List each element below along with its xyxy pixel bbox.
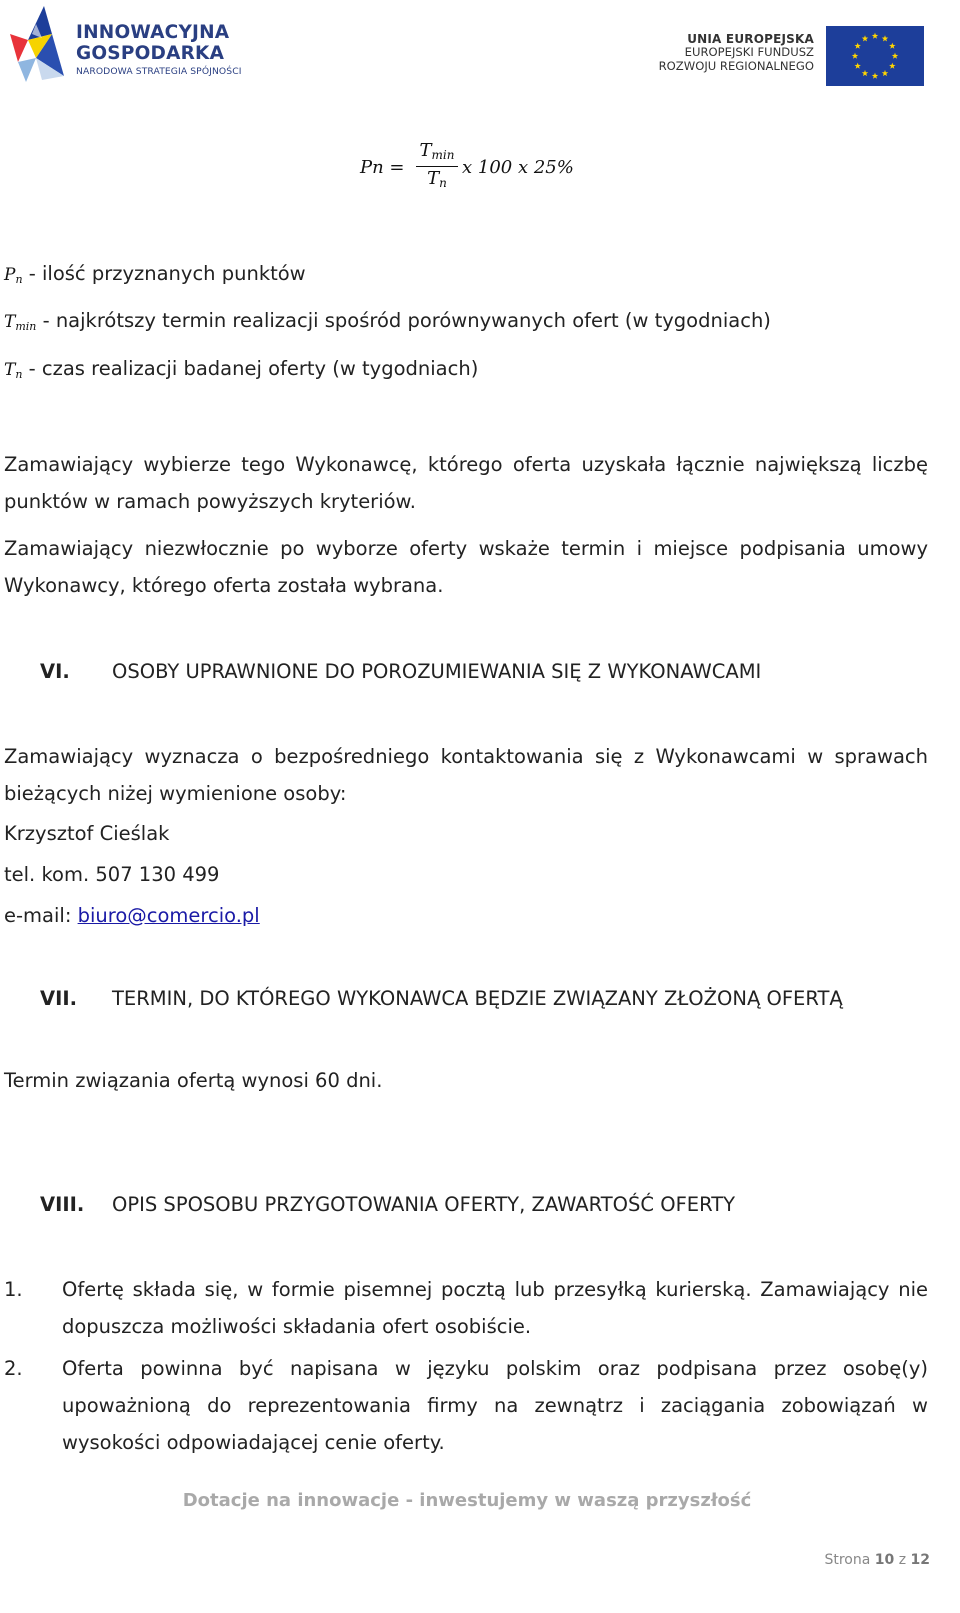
section-vi-heading <box>40 660 761 683</box>
section-vi-body: Zamawiający wyznacza o bezpośredniego kontaktowania się z Wykonawcami w sprawach bieżących niżej wymienione osoby: <box>4 745 928 805</box>
eu-flag-icon <box>826 26 924 86</box>
ue-line-3: ROZWOJU REGIONALNEGO <box>658 58 814 73</box>
logo-line-1: INNOWACYJNA <box>76 22 230 43</box>
list-item-number: 2. <box>4 1357 23 1380</box>
formula-numerator: $T_{min}$ <box>419 140 455 162</box>
formula-lhs: Pn = <box>360 157 405 178</box>
footer-slogan: Dotacje na innowacje - inwestujemy w waszą przyszłość <box>182 1490 752 1511</box>
section-title: OSOBY UPRAWNIONE DO POROZUMIEWANIA SIĘ Z WYKONAWCAMI <box>112 660 762 683</box>
logo-line-3: NARODOWA STRATEGIA SPÓJNOŚCI <box>76 66 242 77</box>
unia-europejska-logo <box>624 24 924 86</box>
list-item-text: Oferta powinna być napisana w języku polskim oraz podpisana przez osobę(y) upoważnioną do reprezentowania firmy na zewnątrz i zaciągania zobowiązań w wysokości odpowiadającej cenie oferty. <box>62 1357 928 1454</box>
paragraph-signing: Zamawiający niezwłocznie po wyborze oferty wskaże termin i miejsce podpisania umowy Wykonawcy, którego oferta została wybrana. <box>4 537 928 597</box>
list-item <box>4 1271 928 1345</box>
list-item-number: 1. <box>4 1278 23 1301</box>
definition-tn: $T_n$ - czas realizacji badanej oferty (w tygodniach) <box>4 357 479 381</box>
list-item-text: Ofertę składa się, w formie pisemnej pocztą lub przesyłką kurierską. Zamawiający nie dopuszcza możliwości składania ofert osobiście. <box>62 1278 928 1338</box>
ue-line-1: UNIA EUROPEJSKA <box>687 32 814 46</box>
paragraph-selection: Zamawiający wybierze tego Wykonawcę, którego oferta uzyskała łącznie największą liczbę punktów w ramach powyższych kryteriów. <box>4 453 928 513</box>
formula-fraction <box>416 140 458 190</box>
unia-europejska-text <box>659 32 814 74</box>
section-number: VI. <box>40 660 70 683</box>
ue-line-2: EUROPEJSKI FUNDUSZ <box>684 45 814 60</box>
innowacyjna-gospodarka-logo <box>6 4 246 84</box>
section-title: OPIS SPOSOBU PRZYGOTOWANIA OFERTY, ZAWARTOŚĆ OFERTY <box>112 1193 736 1216</box>
contact-name: Krzysztof Cieślak <box>4 822 170 845</box>
section-vii-body: Termin związania ofertą wynosi 60 dni. <box>4 1069 383 1092</box>
definition-tmin: $T_{min}$ - najkrótszy termin realizacji spośród porównywanych ofert (w tygodniach) <box>4 309 771 333</box>
formula-rhs: x 100 x 25% <box>462 157 574 178</box>
section-number: VII. <box>40 987 78 1010</box>
list-item <box>4 1350 928 1461</box>
logo-line-2: GOSPODARKA <box>76 42 225 64</box>
star-emblem-icon <box>6 4 70 84</box>
email-label: e-mail: <box>4 904 78 927</box>
email-link[interactable]: biuro@comercio.pl <box>77 904 260 927</box>
definition-pn: $P_n$ - ilość przyznanych punktów <box>4 262 306 286</box>
fraction-bar <box>416 166 458 167</box>
formula-denominator: $T_n$ <box>427 168 447 190</box>
contact-phone: tel. kom. 507 130 499 <box>4 863 220 886</box>
section-vii-heading <box>40 987 843 1010</box>
section-number: VIII. <box>40 1193 85 1216</box>
section-title: TERMIN, DO KTÓREGO WYKONAWCA BĘDZIE ZWIĄZANY ZŁOŻONĄ OFERTĄ <box>112 987 843 1010</box>
contact-email-line <box>4 904 260 927</box>
section-viii-heading <box>40 1193 735 1216</box>
innowacyjna-gospodarka-text <box>76 24 242 76</box>
page-number: Strona 10 z 12 <box>824 1552 930 1568</box>
